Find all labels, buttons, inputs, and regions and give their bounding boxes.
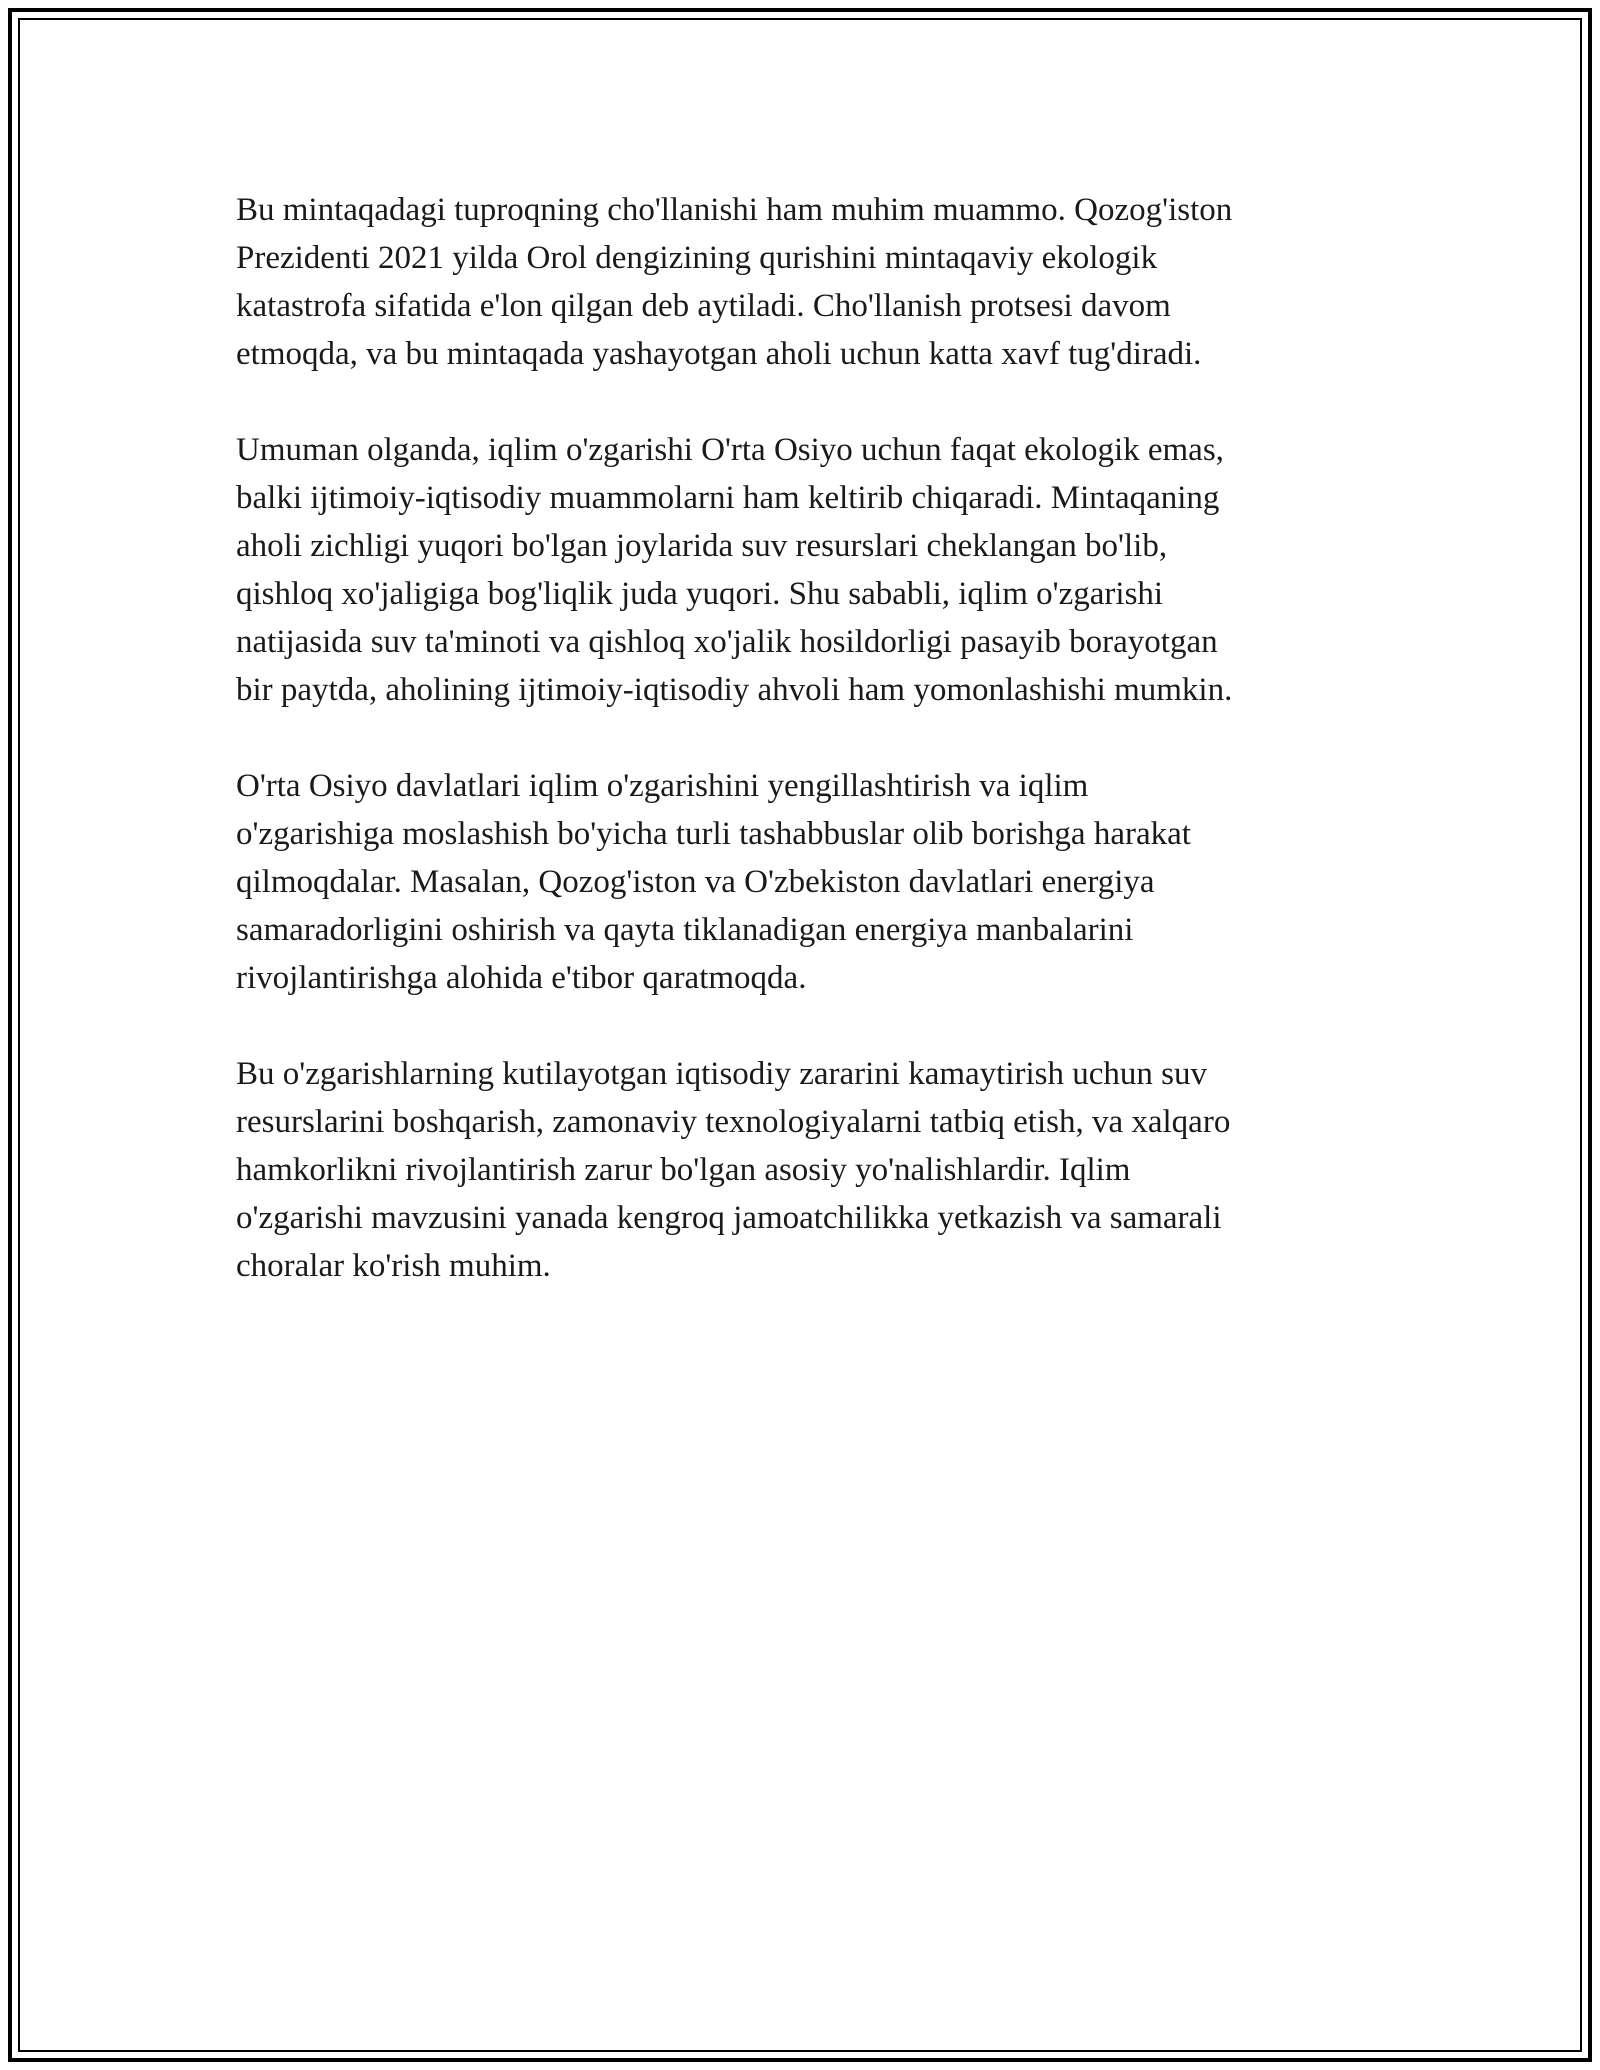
text-line: bir paytda, aholining ijtimoiy-iqtisodiy ahvoli ham yomonlashishi mumkin. xyxy=(236,672,1233,708)
text-line: samaradorligini oshirish va qayta tiklanadigan energiya manbalarini xyxy=(236,912,1134,948)
document-body xyxy=(236,186,1366,1338)
text-line: Prezidenti 2021 yilda Orol dengizining qurishini mintaqaviy ekologik xyxy=(236,240,1158,276)
text-line: qishloq xo'jaligiga bog'liqlik juda yuqori. Shu sababli, iqlim o'zgarishi xyxy=(236,576,1164,612)
paragraph-3 xyxy=(236,762,1366,1002)
text-line: o'zgarishiga moslashish bo'yicha turli tashabbuslar olib borishga harakat xyxy=(236,816,1191,852)
text-line: natijasida suv ta'minoti va qishloq xo'jalik hosildorligi pasayib borayotgan xyxy=(236,624,1218,660)
text-line: o'zgarishi mavzusini yanada kengroq jamoatchilikka yetkazish va samarali xyxy=(236,1200,1222,1236)
paragraph-1 xyxy=(236,186,1366,378)
text-line: balki ijtimoiy-iqtisodiy muammolarni ham keltirib chiqaradi. Mintaqaning xyxy=(236,480,1220,516)
text-line: katastrofa sifatida e'lon qilgan deb aytiladi. Cho'llanish protsesi davom xyxy=(236,288,1171,324)
text-line: qilmoqdalar. Masalan, Qozog'iston va O'zbekiston davlatlari energiya xyxy=(236,864,1155,900)
paragraph-4 xyxy=(236,1050,1366,1290)
text-line: etmoqda, va bu mintaqada yashayotgan aholi uchun katta xavf tug'diradi. xyxy=(236,336,1202,372)
text-line: aholi zichligi yuqori bo'lgan joylarida suv resurslari cheklangan bo'lib, xyxy=(236,528,1168,564)
text-line: choralar ko'rish muhim. xyxy=(236,1248,551,1284)
text-line: rivojlantirishga alohida e'tibor qaratmoqda. xyxy=(236,960,807,996)
paragraph-2 xyxy=(236,426,1366,714)
text-line: O'rta Osiyo davlatlari iqlim o'zgarishini yengillashtirish va iqlim xyxy=(236,768,1089,804)
text-line: resurslarini boshqarish, zamonaviy texnologiyalarni tatbiq etish, va xalqaro xyxy=(236,1104,1231,1140)
text-line: Bu mintaqadagi tuproqning cho'llanishi ham muhim muammo. Qozog'iston xyxy=(236,192,1233,228)
text-line: Bu o'zgarishlarning kutilayotgan iqtisodiy zararini kamaytirish uchun suv xyxy=(236,1056,1208,1092)
text-line: hamkorlikni rivojlantirish zarur bo'lgan asosiy yo'nalishlardir. Iqlim xyxy=(236,1152,1131,1188)
text-line: Umuman olganda, iqlim o'zgarishi O'rta Osiyo uchun faqat ekologik emas, xyxy=(236,432,1224,468)
